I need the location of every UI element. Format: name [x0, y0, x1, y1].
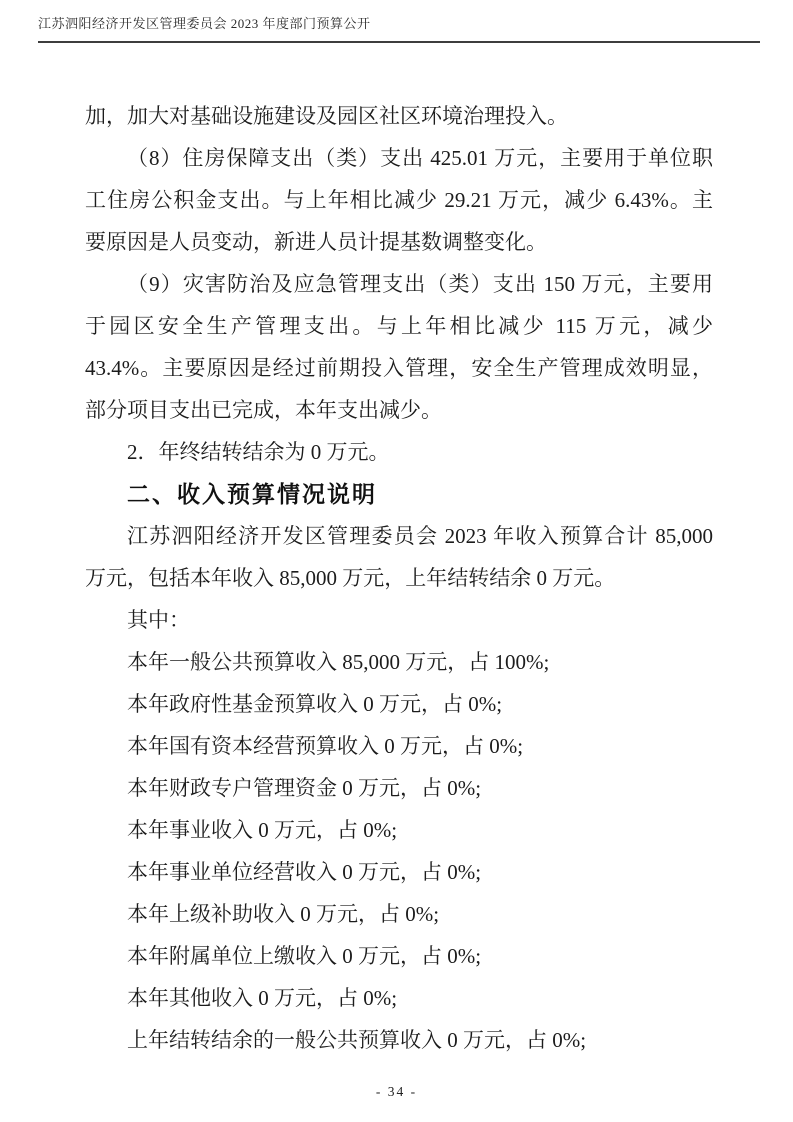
body-line: （8）住房保障支出（类）支出 425.01 万元，主要用于单位职: [127, 146, 713, 170]
body-line: 部分项目支出已完成，本年支出减少。: [85, 398, 442, 422]
income-item-line: 本年其他收入 0 万元，占 0%;: [127, 986, 398, 1010]
body-line: 其中：: [127, 608, 190, 632]
body-line: 于园区安全生产管理支出。与上年相比减少 115 万元，减少: [85, 314, 713, 338]
body-line: 要原因是人员变动，新进人员计提基数调整变化。: [85, 230, 547, 254]
body-line: 加，加大对基础设施建设及园区社区环境治理投入。: [85, 104, 568, 128]
income-item-line: 本年财政专户管理资金 0 万元，占 0%;: [127, 776, 482, 800]
income-item-line: 本年附属单位上缴收入 0 万元，占 0%;: [127, 944, 482, 968]
body-line: 江苏泗阳经济开发区管理委员会 2023 年收入预算合计 85,000: [127, 524, 713, 548]
body-line: （9）灾害防治及应急管理支出（类）支出 150 万元，主要用: [127, 272, 713, 296]
income-item-line: 本年一般公共预算收入 85,000 万元，占 100%;: [127, 650, 550, 674]
body-line: 43.4%。主要原因是经过前期投入管理，安全生产管理成效明显，: [85, 356, 713, 380]
body-line: 万元，包括本年收入 85,000 万元，上年结转结余 0 万元。: [85, 566, 616, 590]
body-line: 工住房公积金支出。与上年相比减少 29.21 万元，减少 6.43%。主: [85, 188, 713, 212]
document-body: [85, 95, 713, 1061]
income-item-line: 本年国有资本经营预算收入 0 万元，占 0%;: [127, 734, 524, 758]
income-item-line: 本年政府性基金预算收入 0 万元，占 0%;: [127, 692, 503, 716]
section-heading: 二、收入预算情况说明: [127, 481, 377, 507]
body-line: 2．年终结转结余为 0 万元。: [127, 440, 390, 464]
page-header: [38, 13, 760, 43]
income-item-line: 上年结转结余的一般公共预算收入 0 万元，占 0%;: [127, 1028, 587, 1052]
income-item-line: 本年上级补助收入 0 万元，占 0%;: [127, 902, 440, 926]
income-item-line: 本年事业单位经营收入 0 万元，占 0%;: [127, 860, 482, 884]
income-item-line: 本年事业收入 0 万元，占 0%;: [127, 818, 398, 842]
page-footer: [0, 1084, 793, 1100]
page-number: - 34 -: [375, 1084, 418, 1099]
header-title: 江苏泗阳经济开发区管理委员会 2023 年度部门预算公开: [38, 16, 371, 31]
